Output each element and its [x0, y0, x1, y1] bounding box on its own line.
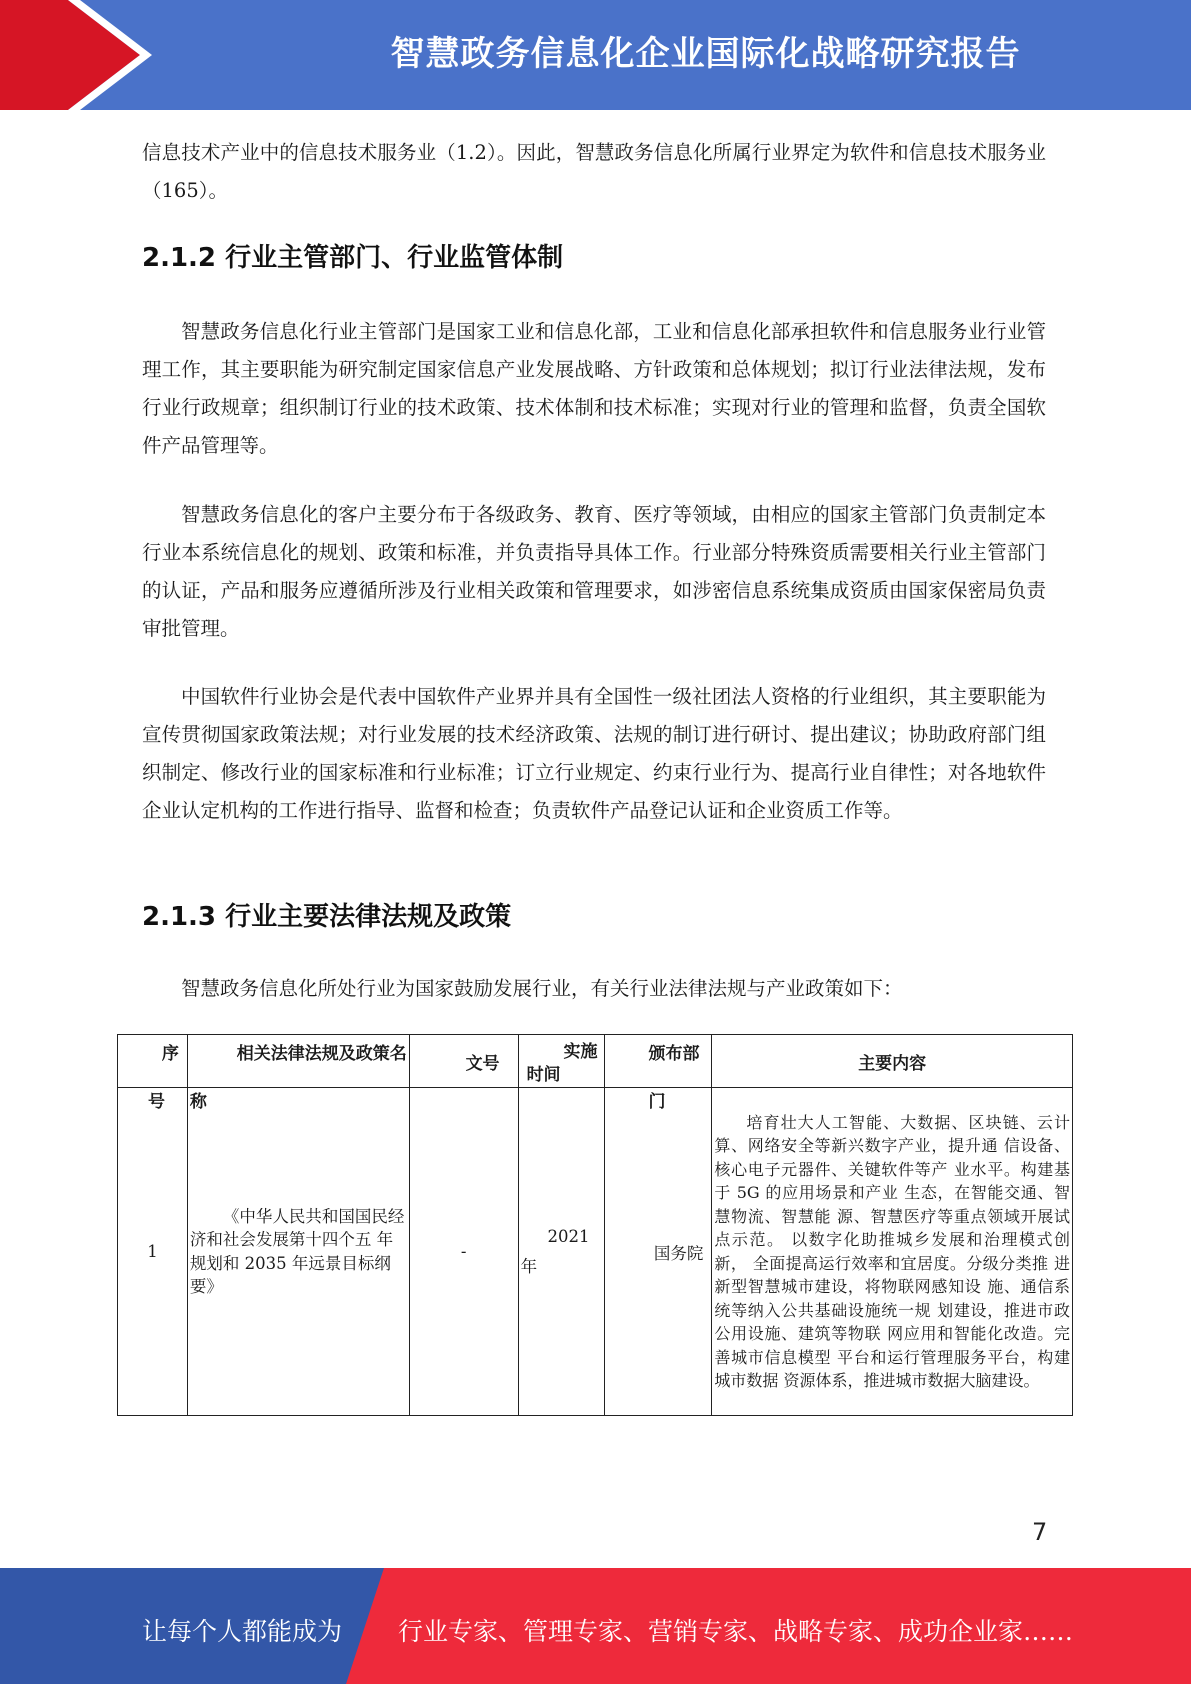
header-policy-name: 相关法律法规及政策名 称 — [187, 1035, 409, 1088]
table-row — [118, 1088, 1073, 1416]
section-212-paragraph-3-block — [142, 678, 1046, 830]
page-number: 7 — [1032, 1518, 1048, 1546]
header-arrow-decoration — [0, 0, 160, 110]
intro-block — [142, 134, 1046, 210]
report-title: 智慧政务信息化企业国际化战略研究报告 — [390, 34, 1021, 74]
footer-slogan-right: 行业专家、管理专家、营销专家、战略专家、成功企业家…… — [398, 1617, 1074, 1646]
header-main-content: 主要内容 — [712, 1035, 1073, 1088]
policy-table — [117, 1034, 1073, 1416]
cell-issuer: 国务院 — [604, 1088, 712, 1416]
section-212-heading-block — [142, 237, 1046, 274]
cell-effective-date: 2021 年 — [518, 1088, 604, 1416]
cell-doc-number: - — [409, 1088, 518, 1416]
section-213-lead-block — [142, 970, 1046, 1008]
cell-main-content: 培育壮大人工智能、大数据、区块链、云计算、网络安全等新兴数字产业，提升通 信设备、核心电子元器件、关键软件等产 业水平。构建基于 5G 的应用场景和产业 生态，在智能交通、智慧物流、智慧能 源、智慧医疗等重点领域开展试点示范。 以数字化助推城乡发展和治理模式创新， 全面提高运行效率和宜居度。分级分类推 进新型智慧城市建设，将物联网感知设 施、通信系统等纳入公共基础设施统一规 划建设，推进市政公用设施、建筑等物联 网应用和智能化改造。完善城市信息模型 平台和运行管理服务平台，构建城市数据 资源体系，推进城市数据大脑建设。 — [712, 1088, 1073, 1416]
header-banner — [0, 0, 1191, 110]
section-212-heading: 2.1.2 行业主管部门、行业监管体制 — [142, 243, 564, 273]
cell-policy-name: 《中华人民共和国国民经 济和社会发展第十四个五 年规划和 2035 年远景目标纲要》 — [187, 1088, 409, 1416]
section-213-heading: 2.1.3 行业主要法律法规及政策 — [142, 902, 512, 932]
section-212-paragraph-2-block — [142, 496, 1046, 648]
section-212-paragraph-2: 智慧政务信息化的客户主要分布于各级政务、教育、医疗等领域，由相应的国家主管部门负责制定本行业本系统信息化的规划、政策和标准，并负责指导具体工作。行业部分特殊资质需要相关行业主管部门的认证，产品和服务应遵循所涉及行业相关政策和管理要求，如涉密信息系统集成资质由国家保密局负责审批管理。 — [142, 503, 1046, 640]
section-213-heading-block — [142, 896, 1046, 933]
section-213-lead: 智慧政务信息化所处行业为国家鼓励发展行业，有关行业法律法规与产业政策如下： — [181, 977, 903, 1000]
footer-banner — [0, 1568, 1191, 1684]
header-issuer: 颁布部 门 — [604, 1035, 712, 1088]
cell-seq: 1 — [118, 1088, 188, 1416]
table-header-row — [118, 1035, 1073, 1088]
header-effective-date: 实施 时间 — [518, 1035, 604, 1088]
header-doc-number: 文号 — [409, 1035, 518, 1088]
intro-paragraph: 信息技术产业中的信息技术服务业（1.2）。因此，智慧政务信息化所属行业界定为软件和信息技术服务业（165）。 — [142, 141, 1046, 202]
section-212-paragraph-1-block — [142, 313, 1046, 465]
header-seq: 序 号 — [118, 1035, 188, 1088]
footer-slogan-left: 让每个人都能成为 — [142, 1617, 343, 1646]
section-212-paragraph-3: 中国软件行业协会是代表中国软件产业界并具有全国性一级社团法人资格的行业组织，其主要职能为宣传贯彻国家政策法规；对行业发展的技术经济政策、法规的制订进行研讨、提出建议；协助政府部门组织制定、修改行业的国家标准和行业标准；订立行业规定、约束行业行为、提高行业自律性；对各地软件企业认定机构的工作进行指导、监督和检查；负责软件产品登记认证和企业资质工作等。 — [142, 685, 1046, 822]
section-212-paragraph-1: 智慧政务信息化行业主管部门是国家工业和信息化部，工业和信息化部承担软件和信息服务业行业管理工作，其主要职能为研究制定国家信息产业发展战略、方针政策和总体规划；拟订行业法律法规，发布行业行政规章；组织制订行业的技术政策、技术体制和技术标准；实现对行业的管理和监督，负责全国软件产品管理等。 — [142, 320, 1046, 457]
